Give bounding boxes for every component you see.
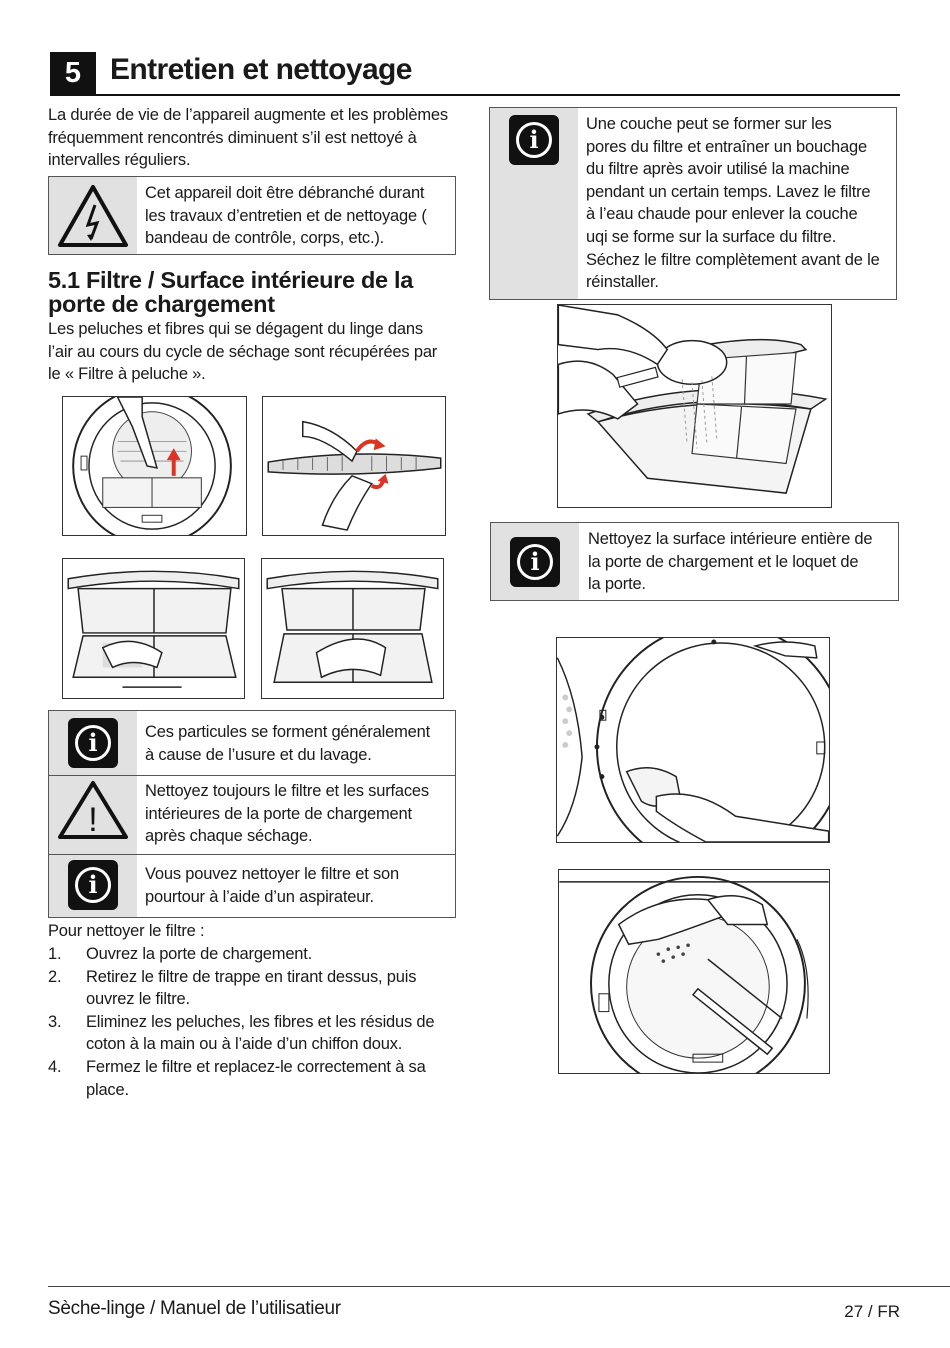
info-line: Vous pouvez nettoyer le filtre et son (145, 865, 400, 883)
info-line: réinstaller. (586, 273, 659, 292)
footer-manual-title: Sèche-linge / Manuel de l’utilisatieur (48, 1298, 341, 1319)
intro-paragraph (48, 104, 468, 172)
warning-line: les travaux d’entretien et de nettoyage ( (145, 206, 427, 225)
step-text: place. (86, 1080, 129, 1099)
procedure-list (48, 943, 468, 1103)
section-paragraph (48, 318, 468, 386)
info-icon: i (509, 115, 559, 165)
info-line: la porte de chargement et le loquet de (588, 552, 859, 571)
electric-warning-icon (57, 183, 129, 249)
chapter-number: 5 (50, 52, 96, 94)
warning-line: intérieures de la porte de chargement (145, 804, 412, 823)
figure-filter-removal (62, 396, 247, 536)
warning-box-unplug (48, 176, 456, 255)
info-line: uqi se forme sur la surface du filtre. (586, 227, 837, 246)
info-box-door (490, 522, 899, 601)
note-group (48, 710, 456, 918)
section-title-line: porte de chargement (48, 291, 275, 317)
intro-line: fréquemment rencontrés diminuent s’il est nettoyé à (48, 128, 417, 147)
figure-filter-washing (557, 304, 832, 508)
procedure-intro: Pour nettoyer le filtre : (48, 922, 205, 940)
info-box-filter-layer (489, 107, 897, 300)
warning-line: bandeau de contrôle, corps, etc.). (145, 229, 385, 248)
intro-line: intervalles réguliers. (48, 151, 191, 170)
warning-line: Nettoyez toujours le filtre et les surfaces (145, 782, 429, 800)
section-line: l’air au cours du cycle de séchage sont récupérées par (48, 342, 438, 361)
figure-filter-open (262, 396, 446, 536)
info-icon: i (510, 537, 560, 587)
step-number: 4. (48, 1058, 62, 1076)
section-title-line: 5.1 Filtre / Surface intérieure de la (48, 267, 414, 293)
step-number: 3. (48, 1012, 62, 1031)
step-text: Ouvrez la porte de chargement. (86, 945, 313, 963)
warning-icon-cell (49, 177, 137, 254)
info-line: pendant un certain temps. Lavez le filtre (586, 182, 871, 201)
step-number: 1. (48, 945, 62, 963)
footer-page-number: 27 / FR (844, 1302, 900, 1321)
section-line: le « Filtre à peluche ». (48, 365, 206, 384)
step-text: Retirez le filtre de trappe en tirant dessus, puis (86, 967, 417, 986)
info-line: Ces particules se forment généralement (145, 723, 430, 741)
step-number: 2. (48, 967, 62, 986)
step-text: ouvrez le filtre. (86, 990, 190, 1009)
warning-line: Cet appareil doit être débranché durant (145, 184, 425, 202)
section-line: Les peluches et fibres qui se dégagent du linge dans (48, 320, 423, 338)
info-line: à cause de l’usure et du lavage. (145, 745, 372, 764)
info-line: à l’eau chaude pour enlever la couche (586, 205, 858, 224)
info-icon-cell (490, 108, 578, 299)
section-title (48, 268, 458, 316)
warning-line: après chaque séchage. (145, 827, 313, 846)
info-line: pores du filtre et entraîner un bouchage (586, 137, 867, 156)
footer-rule (48, 1286, 950, 1287)
figure-lint-clean-2 (261, 558, 444, 699)
divider (49, 775, 455, 776)
figure-door-wiping (556, 637, 830, 843)
info-line: du filtre après avoir utilisé la machine (586, 160, 850, 179)
figure-drum-cleaning (558, 869, 830, 1074)
info-icon: i (68, 860, 118, 910)
info-line: pourtour à l’aide d’un aspirateur. (145, 887, 374, 906)
info-line: la porte. (588, 575, 646, 594)
header-rule (50, 94, 900, 96)
intro-line: La durée de vie de l’appareil augmente et les problèmes (48, 106, 448, 124)
info-line: Une couche peut se former sur les (586, 115, 832, 133)
chapter-title: Entretien et nettoyage (110, 53, 412, 86)
info-line: Nettoyez la surface intérieure entière de (588, 530, 873, 548)
step-text: Fermez le filtre et replacez-le correctement à sa (86, 1058, 426, 1076)
info-icon-cell (491, 523, 579, 600)
info-icon: i (68, 718, 118, 768)
warning-icon (57, 779, 129, 846)
info-line: Séchez le filtre complètement avant de le (586, 250, 880, 269)
step-text: coton à la main ou à l’aide d’un chiffon doux. (86, 1035, 403, 1054)
step-text: Eliminez les peluches, les fibres et les résidus de (86, 1012, 435, 1031)
divider (49, 854, 455, 855)
svg-text:!: ! (88, 801, 98, 839)
figure-lint-clean-1 (62, 558, 245, 699)
